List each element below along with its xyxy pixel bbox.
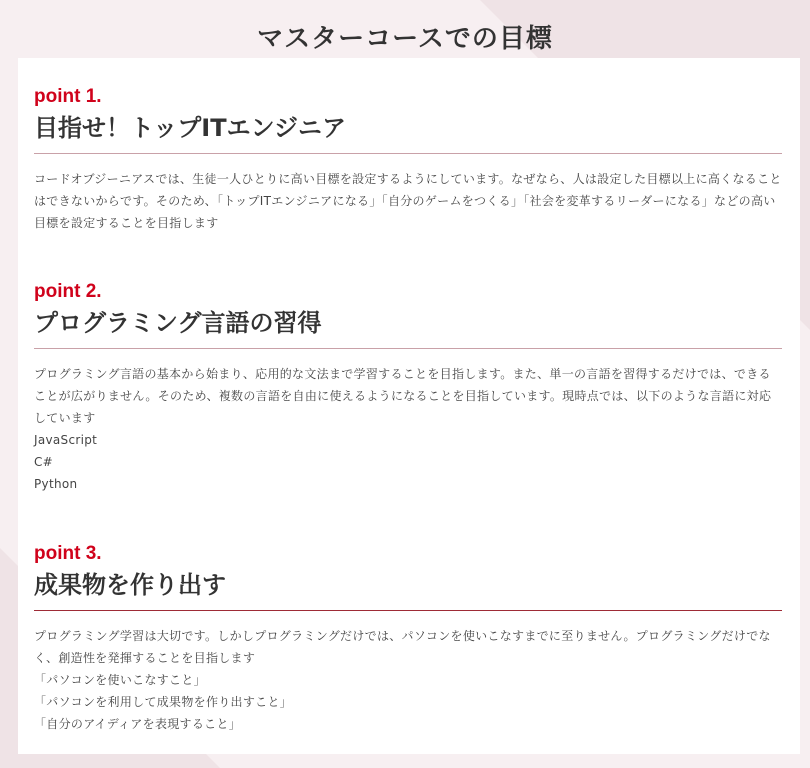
divider (34, 153, 782, 154)
point-label: point 1. (34, 86, 102, 107)
section-point-1 (34, 86, 782, 234)
list-item: 「パソコンを使いこなすこと」 (34, 673, 206, 687)
point-label: point 3. (34, 543, 102, 564)
list-item: JavaScript (34, 433, 98, 447)
divider (34, 348, 782, 349)
list-item: 「自分のアイディアを表現すること」 (34, 717, 242, 731)
section-body: プログラミング学習は大切です。しかしプログラミングだけでは、パソコンを使いこなすまでに至りません。プログラミングだけでなく、創造性を発揮することを目指します (34, 629, 771, 665)
section-body: コードオブジーニアスでは、生徒一人ひとりに高い目標を設定するようにしています。なぜなら、人は設定した目標以上に高くなることはできないからです。そのため、「トップITエンジニアになる」「自分のゲームをつくる」「社会を変革するリーダーになる」などの高い目標を設定することを目指します (34, 172, 782, 230)
section-heading: 目指せ！トップITエンジニア (34, 114, 346, 142)
section-heading: プログラミング言語の習得 (34, 309, 322, 337)
section-point-2 (34, 281, 782, 495)
section-heading: 成果物を作り出す (34, 571, 226, 599)
list-item: 「パソコンを利用して成果物を作り出すこと」 (34, 695, 293, 709)
page-title: マスターコースでの目標 (257, 24, 553, 54)
section-body: プログラミング言語の基本から始まり、応用的な文法まで学習することを目指します。また、単一の言語を習得するだけでは、できることが広がりません。そのため、複数の言語を自由に使えるようになることを目指しています。現時点では、以下のような言語に対応しています (34, 367, 772, 425)
list-item: Python (34, 477, 78, 491)
divider (34, 610, 782, 611)
section-point-3 (34, 543, 782, 735)
list-item: C# (34, 455, 54, 469)
point-label: point 2. (34, 281, 102, 302)
